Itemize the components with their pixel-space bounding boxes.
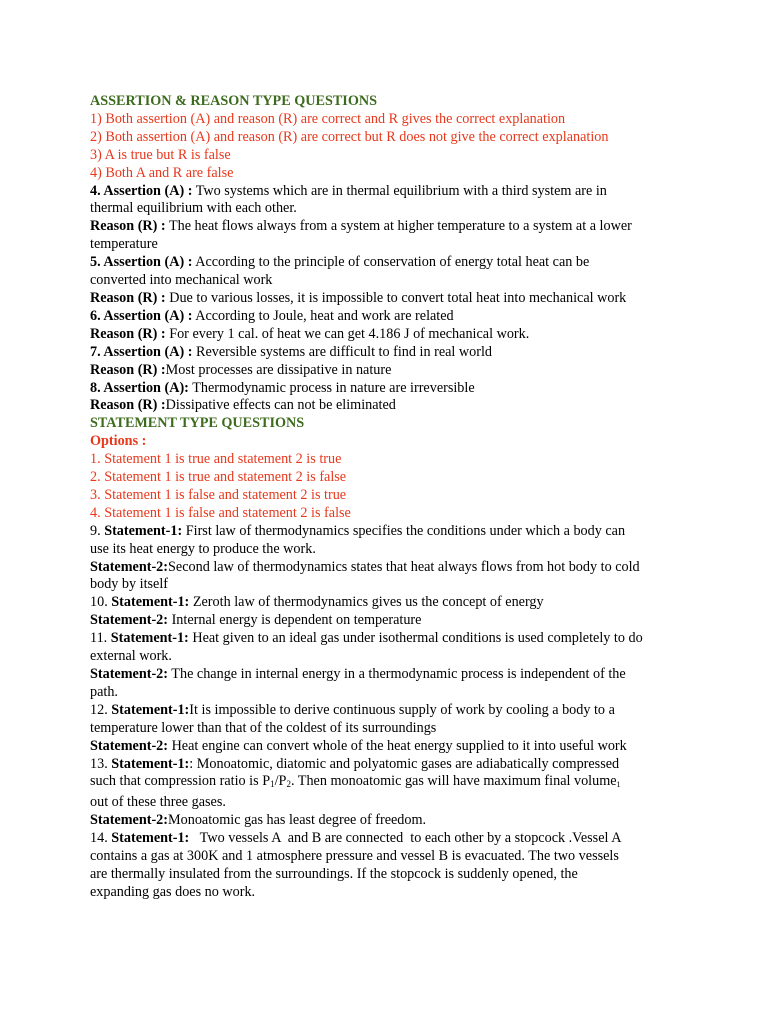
q10-number: 10. xyxy=(90,594,112,611)
q11-number: 11. xyxy=(90,630,111,647)
q13-s1-text-2c: . Then monoatomic gas will have maximum final volume xyxy=(290,773,617,790)
q5-reason-text: Due to various losses, it is impossible to convert total heat into mechanical work xyxy=(165,289,627,306)
q11-statement-1 xyxy=(90,630,690,648)
q9-s1-text: First law of thermodynamics specifies the conditions under which a body can xyxy=(182,522,626,539)
q4-reason xyxy=(90,218,690,236)
q6-assertion-text: According to Joule, heat and work are related xyxy=(192,307,454,324)
q7-reason-label: Reason (R) : xyxy=(90,361,166,378)
q9-statement-1 xyxy=(90,523,690,541)
q10-s1-label: Statement-1: xyxy=(111,594,190,611)
q7-assertion-label: 7. Assertion (A) : xyxy=(90,343,193,360)
q12-statement-1 xyxy=(90,702,690,720)
q5-assertion xyxy=(90,254,690,272)
st-option-4: 4. Statement 1 is false and statement 2 is false xyxy=(90,504,351,521)
q9-s2-label: Statement-2: xyxy=(90,558,169,575)
q10-s1-text: Zeroth law of thermodynamics gives us the concept of energy xyxy=(189,594,544,611)
q7-reason xyxy=(90,362,690,380)
q12-s2-text: Heat engine can convert whole of the heat energy supplied to it into useful work xyxy=(168,737,627,754)
q6-assertion xyxy=(90,308,690,326)
q12-statement-2 xyxy=(90,738,690,756)
q10-s2-text: Internal energy is dependent on temperature xyxy=(168,612,422,629)
q12-statement-1-cont: temperature lower than that of the coldest of its surroundings xyxy=(90,719,437,736)
q11-statement-2-cont: path. xyxy=(90,683,118,700)
q8-reason xyxy=(90,397,690,415)
q14-statement-1-cont3: expanding gas does no work. xyxy=(90,883,256,900)
q7-reason-text: Most processes are dissipative in nature xyxy=(165,361,392,378)
q9-number: 9. xyxy=(90,522,105,539)
q5-reason xyxy=(90,290,690,308)
q14-statement-1 xyxy=(90,830,690,848)
q13-statement-1-cont xyxy=(90,773,690,794)
section-heading-assertion-reason: ASSERTION & REASON TYPE QUESTIONS xyxy=(90,93,378,109)
q6-assertion-label: 6. Assertion (A) : xyxy=(90,307,193,324)
q9-statement-2-cont: body by itself xyxy=(90,576,169,593)
st-option-3: 3. Statement 1 is false and statement 2 is true xyxy=(90,486,347,503)
q6-reason-text: For every 1 cal. of heat we can get 4.186 J of mechanical work. xyxy=(165,325,530,342)
q13-subscript-2: 2 xyxy=(286,779,291,790)
st-option-1: 1. Statement 1 is true and statement 2 is true xyxy=(90,451,342,468)
q11-s1-label: Statement-1: xyxy=(110,630,189,647)
q13-s2-text: Monoatomic gas has least degree of freedom. xyxy=(168,812,427,829)
q12-number: 12. xyxy=(90,701,112,718)
q8-assertion xyxy=(90,380,690,398)
q5-assertion-label: 5. Assertion (A) : xyxy=(90,254,193,271)
q5-reason-label: Reason (R) : xyxy=(90,289,166,306)
q11-statement-2 xyxy=(90,666,690,684)
ar-option-2: 2) Both assertion (A) and reason (R) are correct but R does not give the correct explanation xyxy=(90,128,609,145)
q10-statement-1 xyxy=(90,594,690,612)
q13-s1-text-2b: /P xyxy=(274,773,287,790)
q12-s2-label: Statement-2: xyxy=(90,737,169,754)
q4-assertion xyxy=(90,183,690,201)
q4-assertion-text: Two systems which are in thermal equilibrium with a third system are in xyxy=(192,182,607,199)
q9-statement-1-cont: use its heat energy to produce the work. xyxy=(90,540,316,557)
q13-subscript-1: 1 xyxy=(270,779,275,790)
ar-option-4: 4) Both A and R are false xyxy=(90,164,234,181)
q6-reason-label: Reason (R) : xyxy=(90,325,166,342)
q9-s1-label: Statement-1: xyxy=(104,522,183,539)
q13-tiny-mark: 1 xyxy=(616,780,621,790)
q11-s2-text: The change in internal energy in a thermodynamic process is independent of the xyxy=(168,666,626,682)
ar-option-1: 1) Both assertion (A) and reason (R) are correct and R gives the correct explanation xyxy=(90,110,566,127)
q14-statement-1-cont2: are thermally insulated from the surroundings. If the stopcock is suddenly opened, the xyxy=(90,865,578,882)
q12-s1-text: It is impossible to derive continuous supply of work by cooling a body to a xyxy=(189,701,615,718)
q10-statement-2 xyxy=(90,612,690,630)
q8-reason-label: Reason (R) : xyxy=(90,397,166,414)
q12-s1-label: Statement-1: xyxy=(111,701,190,718)
q8-reason-text: Dissipative effects can not be eliminated xyxy=(165,397,396,414)
options-label: Options : xyxy=(90,433,147,450)
q14-s1-text: Two vessels A and B are connected to each other by a stopcock .Vessel A xyxy=(189,830,622,847)
q13-number: 13. xyxy=(90,755,112,772)
q7-assertion xyxy=(90,344,690,362)
q13-statement-2 xyxy=(90,812,690,830)
q14-number: 14. xyxy=(90,830,112,847)
q13-statement-1 xyxy=(90,756,690,774)
q8-assertion-label: 8. Assertion (A): xyxy=(90,379,189,396)
q5-assertion-cont: converted into mechanical work xyxy=(90,272,273,289)
q13-s1-text: : Monoatomic, diatomic and polyatomic gases are adiabatically compressed xyxy=(189,755,620,772)
q4-assertion-cont: thermal equilibrium with each other. xyxy=(90,200,297,217)
q8-assertion-text: Thermodynamic process in nature are irreversible xyxy=(188,379,475,396)
q13-statement-1-cont2: out of these three gases. xyxy=(90,794,226,811)
q4-reason-label: Reason (R) : xyxy=(90,218,166,235)
q6-reason xyxy=(90,326,690,344)
q9-s2-text: Second law of thermodynamics states that heat always flows from hot body to cold xyxy=(168,558,640,575)
q4-assertion-label: 4. Assertion (A) : xyxy=(90,182,193,199)
ar-option-3: 3) A is true but R is false xyxy=(90,146,231,163)
q11-s2-label: Statement-2: xyxy=(90,666,169,682)
q11-statement-1-cont: external work. xyxy=(90,648,172,665)
q10-s2-label: Statement-2: xyxy=(90,612,169,629)
q13-s1-text-2a: such that compression ratio is P xyxy=(90,773,271,790)
q9-statement-2 xyxy=(90,559,690,577)
q4-reason-cont: temperature xyxy=(90,236,158,253)
q5-assertion-text: According to the principle of conservation of energy total heat can be xyxy=(192,254,590,271)
q14-s1-label: Statement-1: xyxy=(111,830,190,847)
q11-s1-text: Heat given to an ideal gas under isothermal conditions is used completely to do xyxy=(188,630,643,647)
document-body xyxy=(90,93,690,902)
q4-reason-text: The heat flows always from a system at higher temperature to a system at a lower xyxy=(165,218,632,235)
q13-s1-label: Statement-1: xyxy=(111,755,190,772)
section-heading-statement: STATEMENT TYPE QUESTIONS xyxy=(90,415,305,432)
q14-statement-1-cont: contains a gas at 300K and 1 atmosphere pressure and vessel B is evacuated. The two vessels xyxy=(90,848,619,865)
st-option-2: 2. Statement 1 is true and statement 2 is false xyxy=(90,469,347,486)
q13-s2-label: Statement-2: xyxy=(90,812,169,829)
q7-assertion-text: Reversible systems are difficult to find in real world xyxy=(192,343,493,360)
